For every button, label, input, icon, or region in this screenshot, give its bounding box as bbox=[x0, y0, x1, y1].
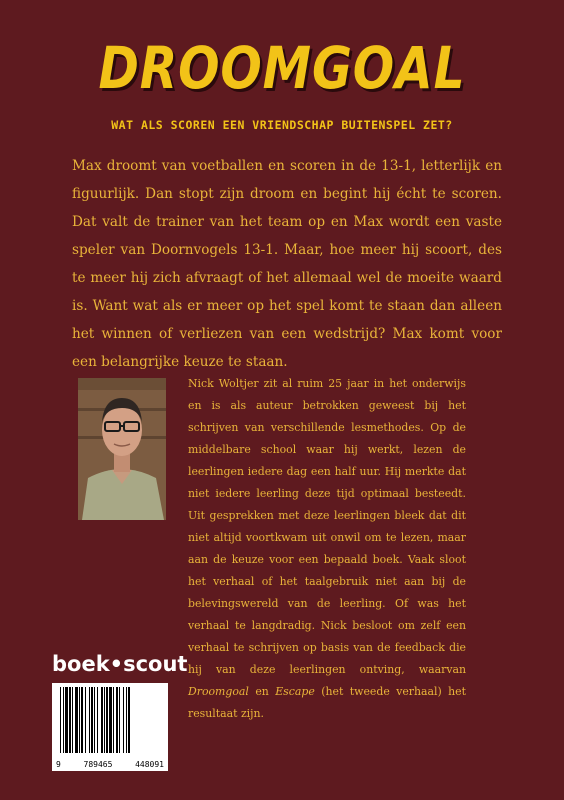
isbn-digit-first: 9 bbox=[56, 760, 61, 769]
isbn-number bbox=[52, 760, 168, 769]
bio-and: en bbox=[248, 685, 276, 698]
bio-text: Nick Woltjer zit al ruim 25 jaar in het onderwijs en is als auteur betrokken geweest bij het schrijven van verschillende lesmethodes. Op de middelbare school waar hij werkt, lezen de leerlingen iedere dag een half uur. Hij merkte dat niet iedere leerling deze tijd optimaal besteedt. Uit gesprekken met deze leerlingen bleek dat dit niet altijd voortkwam uit onwil om te lezen, maar aan de keuze voor een bepaald boek. Vaak sloot het verhaal of het taalgebruik niet aan bij de belevingswereld van de leerling. Of was het verhaal te langdradig. Nick besloot om zelf een verhaal te schrijven op basis van de feedback die hij van deze leerlingen ontving, waarvan bbox=[188, 377, 466, 676]
publisher-logo-scout: scout bbox=[123, 652, 188, 676]
isbn-digit-group2: 448091 bbox=[135, 760, 164, 769]
bio-book-title-droomgoal: Droomgoal bbox=[188, 685, 249, 698]
publisher-logo bbox=[52, 652, 187, 676]
isbn-digit-group1: 789465 bbox=[83, 760, 113, 769]
isbn-barcode bbox=[52, 683, 168, 771]
publisher-logo-dot: • bbox=[109, 652, 124, 676]
book-blurb: Max droomt van voetballen en scoren in de 13-1, letterlijk en figuurlijk. Dan stopt zijn droom en begint hij écht te scoren. Dat valt de trainer van het team op en Max wordt een vaste speler van Doornvogels 13-1. Maar, hoe meer hij scoort, des te meer hij zich afvraagt of het allemaal wel de moeite waard is. Want wat als er meer op het spel komt te staan dan alleen het winnen of verliezen van een wedstrijd? Max komt voor een belangrijke keuze te staan. bbox=[72, 158, 502, 370]
author-bio bbox=[188, 373, 466, 725]
book-subtitle: WAT ALS SCOREN EEN VRIENDSCHAP BUITENSPEL ZET? bbox=[111, 118, 453, 132]
book-title: DROOMGOAL bbox=[98, 34, 466, 102]
publisher-logo-boek: boek bbox=[52, 652, 110, 676]
bio-book-title-escape: Escape bbox=[275, 685, 315, 698]
author-photo bbox=[78, 378, 166, 520]
bio-text-end: (het tweede verhaal) het resultaat zijn. bbox=[188, 685, 467, 720]
